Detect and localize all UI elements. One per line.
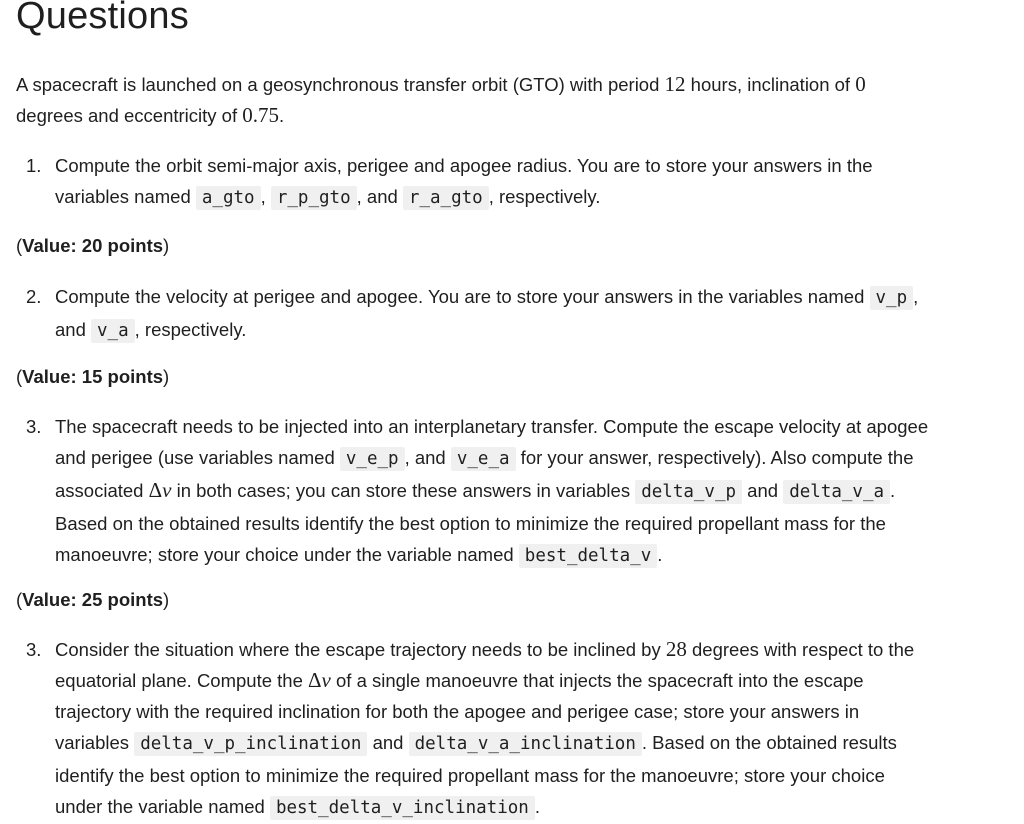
separator-text: ,	[260, 186, 271, 207]
intro-text: .	[279, 105, 285, 126]
paren-text: )	[163, 589, 170, 610]
question-text: and	[55, 319, 92, 340]
list-number: 2.	[26, 286, 42, 307]
variable-code: best_delta_v_inclination	[270, 796, 535, 820]
question-text: . Based on the obtained results	[641, 732, 897, 753]
separator-text: and	[367, 732, 409, 753]
paren-text: (	[16, 235, 23, 256]
list-number: 1.	[26, 155, 42, 176]
list-number: 3.	[26, 416, 42, 437]
variable-code: delta_v_p_inclination	[134, 732, 367, 756]
points-label: Value: 20 points	[22, 235, 164, 256]
intro-text: degrees and eccentricity of	[16, 105, 243, 126]
page-title: Questions	[16, 0, 189, 37]
separator-text: , and	[356, 186, 403, 207]
question-text: in both cases; you can store these answers in variables	[171, 480, 636, 501]
question-3	[16, 411, 1020, 572]
points-label: Value: 25 points	[22, 589, 164, 610]
intro-text: A spacecraft is launched on a geosynchronous transfer orbit (GTO) with period	[16, 74, 665, 95]
value-q1	[16, 230, 169, 261]
question-text: for your answer, respectively). Also compute the	[515, 447, 914, 468]
value-q2	[16, 361, 169, 392]
separator-text: .	[890, 480, 896, 501]
intro-text: hours, inclination of	[685, 74, 856, 95]
separator-text: , and	[404, 447, 451, 468]
question-body	[55, 281, 1020, 347]
question-text: Based on the obtained results identify the best option to minimize the required propellant mass for the	[55, 513, 886, 534]
question-body	[55, 150, 1020, 214]
question-text: Consider the situation where the escape trajectory needs to be inclined by	[55, 639, 666, 660]
velocity-symbol: v	[321, 668, 331, 692]
question-text: Compute the velocity at perigee and apogee. You are to store your answers in the variables named	[55, 286, 870, 307]
question-1	[16, 150, 1020, 214]
separator-text: and	[742, 480, 784, 501]
question-text: , respectively.	[134, 319, 247, 340]
period-value: 12	[664, 72, 686, 96]
variable-code: best_delta_v	[519, 544, 657, 568]
question-text: , respectively.	[488, 186, 601, 207]
variable-code: delta_v_a_inclination	[409, 732, 642, 756]
variable-code: r_a_gto	[403, 186, 489, 210]
value-q3	[16, 584, 169, 615]
question-body	[55, 411, 1020, 572]
variable-code: v_e_a	[451, 447, 516, 471]
question-text: associated	[55, 480, 149, 501]
angle-value: 28	[665, 637, 687, 661]
separator-text: .	[534, 796, 540, 817]
delta-symbol: Δ	[308, 668, 322, 692]
paren-text: (	[16, 589, 23, 610]
question-text: trajectory with the required inclination for both the apogee and perigee case; store your answers in	[55, 701, 860, 722]
separator-text: .	[657, 544, 663, 565]
question-4	[16, 634, 1020, 824]
question-text: variables	[55, 732, 135, 753]
points-label: Value: 15 points	[22, 366, 164, 387]
paren-text: )	[163, 235, 170, 256]
question-text: of a single manoeuvre that injects the spacecraft into the escape	[330, 670, 864, 691]
variable-code: v_p	[870, 286, 914, 310]
variable-code: r_p_gto	[271, 186, 357, 210]
eccentricity-value: 0.75	[242, 103, 279, 127]
question-text: The spacecraft needs to be injected into an interplanetary transfer. Compute the escape velocity at apogee	[55, 416, 929, 437]
question-text: degrees with respect to the	[686, 639, 915, 660]
variable-code: a_gto	[196, 186, 261, 210]
intro-paragraph	[16, 69, 1016, 131]
question-text: under the variable named	[55, 796, 270, 817]
question-text: variables named	[55, 186, 196, 207]
variable-code: delta_v_a	[783, 480, 890, 504]
question-text: Compute the orbit semi-major axis, perigee and apogee radius. You are to store your answers in the	[55, 155, 873, 176]
question-text: manoeuvre; store your choice under the variable named	[55, 544, 519, 565]
list-number: 3.	[26, 639, 42, 660]
variable-code: delta_v_p	[635, 480, 742, 504]
question-body	[55, 634, 1020, 824]
question-text: and perigee (use variables named	[55, 447, 340, 468]
inclination-value: 0	[855, 72, 866, 96]
question-text: equatorial plane. Compute the	[55, 670, 309, 691]
variable-code: v_e_p	[340, 447, 405, 471]
paren-text: )	[163, 366, 170, 387]
question-text: identify the best option to minimize the required propellant mass for the manoeuvre; store your choice	[55, 765, 885, 786]
delta-symbol: Δ	[148, 478, 163, 502]
question-2	[16, 281, 1020, 347]
separator-text: ,	[913, 286, 919, 307]
velocity-symbol: v	[162, 478, 172, 502]
paren-text: (	[16, 366, 23, 387]
variable-code: v_a	[91, 319, 135, 343]
